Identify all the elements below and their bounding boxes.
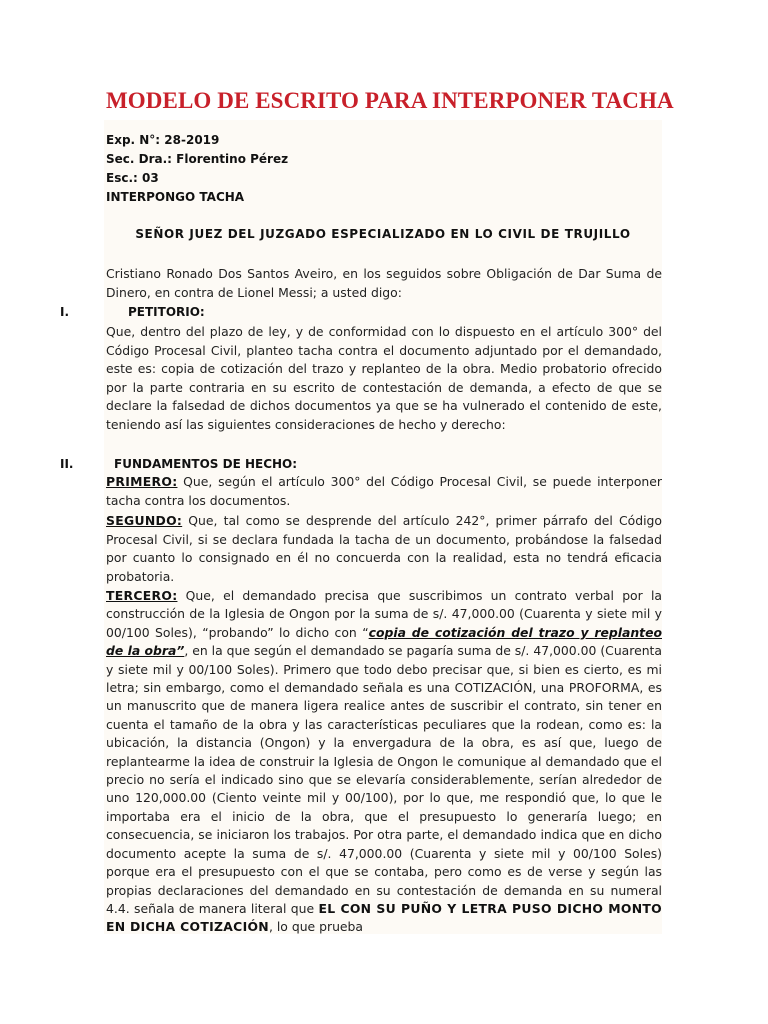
expediente-number: Exp. N°: 28-2019 [106,133,220,147]
segundo-label: SEGUNDO: [106,513,183,528]
sumilla: INTERPONGO TACHA [106,190,245,204]
tercero-label: TERCERO: [106,588,178,603]
court-addressee: SEÑOR JUEZ DEL JUZGADO ESPECIALIZADO EN LO CIVIL DE TRUJILLO [135,227,631,241]
section-numeral-petitorio: I. [60,305,70,319]
intro-paragraph: Cristiano Ronado Dos Santos Aveiro, en los seguidos sobre Obligación de Dar Suma de Dinero, en contra de Lionel Messi; a usted digo: [106,266,662,300]
tercero-text-3: , lo que prueba [268,919,363,935]
section-numeral-fundamentos: II. [60,457,74,471]
tercero-emphasis: EL CON SU PUÑO Y LETRA PUSO DICHO MONTO EN DICHA COTIZACIÓN [106,900,662,935]
petitorio-heading: PETITORIO: [128,305,205,319]
tercero-text-2: , en la que según el demandado se pagaría suma de s/. 47,000.00 (Cuarenta y siete mil y 00/100 Soles). Primero que todo debo precisar que, si bien es cierto, es mi letra; sin embargo, como el demandado señala es una COTIZACIÓN, una PROFORMA, es un manuscrito que de manera ligera realice antes de suscribir el contrato, sin tener en cuenta el tamaño de la obra y las características peculiares que la rodean, como es: la ubicación, la distancia (Ongon) y la envergadura de la obra, es así que, luego de replantearme la idea de construir la Iglesia de Ongon le comunique al demandado que el precio no sería el indicado sino que se elevaría considerablemente, serían alrededor de uno 120,000.00 (Ciento veinte mil y 00/100), por lo que, me respondió que, lo que le importaba era el inicio de la obra, que el presupuesto lo generaría luego; en consecuencia, se iniciaron los trabajos. Por otra parte, el demandado indica que en dicho documento acepte la suma de s/. 47,000.00 (Cuarenta y siete mil y 00/100 Soles) porque era el presupuesto con el que se contaba, pero como es de verse y según las propias declaraciones del demandado en su contestación de demanda en su numeral 4.4. señala de manera literal que [106,643,663,916]
fundamentos-heading: FUNDAMENTOS DE HECHO: [114,457,298,471]
segundo-paragraph [106,512,662,586]
primero-paragraph [106,473,662,510]
primero-text: Que, según el artículo 300° del Código Procesal Civil, se puede interponer tacha contra los documentos. [106,474,662,508]
secretary-name: Sec. Dra.: Florentino Pérez [106,152,289,166]
tercero-text-1: Que, el demandado precisa que suscribimos un contrato verbal por la construcción de la Iglesia de Ongon por la suma de s/. 47,000.00 (Cuarenta y siete mil y 00/100 Soles), “probando” lo dicho con “ [106,588,662,640]
primero-label: PRIMERO: [106,474,178,489]
escrito-number: Esc.: 03 [106,171,159,185]
page-title: MODELO DE ESCRITO PARA INTERPONER TACHA [106,88,674,113]
petitorio-paragraph: Que, dentro del plazo de ley, y de conformidad con lo dispuesto en el artículo 300° del Código Procesal Civil, planteo tacha contra el documento adjuntado por el demandado, este es: copia de cotización del trazo y replanteo de la obra. Medio probatorio ofrecido por la parte contraria en su escrito de contestación de demanda, a efecto de que se declare la falsedad de dichos documentos ya que se ha vulnerado el contenido de este, teniendo así las siguientes consideraciones de hecho y derecho: [106,324,662,432]
tercero-paragraph [106,587,662,937]
segundo-text: Que, tal como se desprende del artículo 242°, primer párrafo del Código Procesal Civil, si se declara fundada la tacha de un documento, probándose la falsedad por cuanto lo consignado en él no concuerda con la realidad, esta no tendrá eficacia probatoria. [106,513,662,584]
tercero-quoted-document: copia de cotización del trazo y replanteo de la obra” [106,624,662,659]
